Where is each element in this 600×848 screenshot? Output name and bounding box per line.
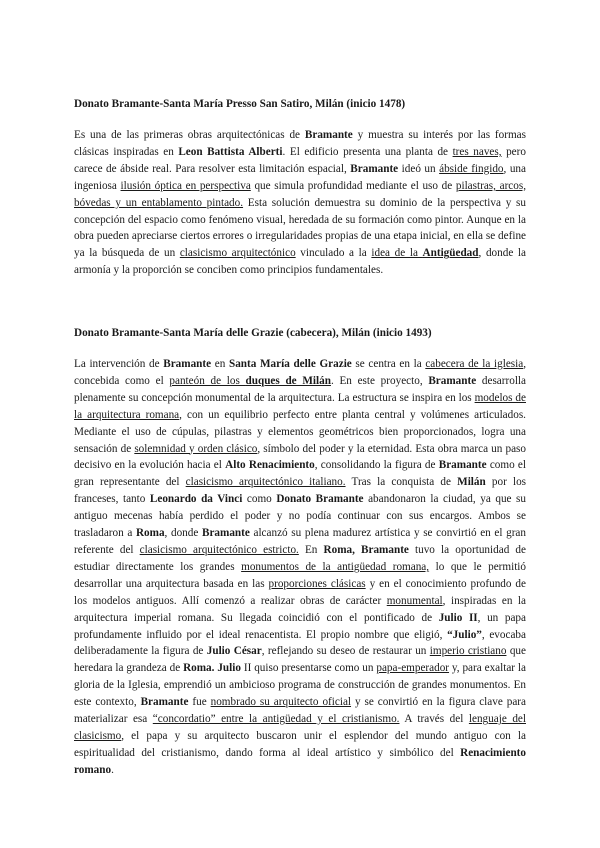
underlined-text: duques de Milán: [245, 374, 331, 387]
underlined-text: monumentos de la antigüedad romana,: [241, 560, 430, 573]
underlined-text: imperio cristiano: [429, 645, 507, 658]
text-run: , el papa y su arquitecto buscaron unir el esplendor del mundo antiguo con la espiritualidad del cristianismo, dando forma al ideal artístico y simbólico del: [74, 729, 526, 759]
underlined-text: ábside fingido: [439, 162, 504, 175]
bold-text: Bramante: [140, 696, 189, 709]
bold-text: Renacimiento romano: [74, 746, 526, 776]
text-run: y se convirtió en la figura clave para materializar esa: [74, 696, 526, 726]
text-run: que simula profundidad mediante el uso de: [250, 179, 456, 192]
text-run: se centra en la: [351, 358, 426, 370]
text-run: fue: [188, 696, 211, 709]
text-run: , símbolo del poder y la eternidad. Esta obra marca un paso decisivo en la evolución hacia el: [74, 442, 526, 472]
text-run: como: [242, 493, 277, 506]
underlined-text: proporciones clásicas: [268, 577, 366, 590]
underlined-text: papa-emperador: [376, 662, 450, 675]
text-run: tuvo la oportunidad de estudiar directamente los grandes: [74, 543, 526, 573]
text-run: , consolidando la figura de: [314, 459, 439, 472]
text-run: , un papa profundamente influido por el ideal renacentista. El propio nombre que eligió,: [74, 611, 526, 641]
text-run: ideó un: [398, 162, 440, 175]
text-run: La intervención de: [74, 358, 164, 370]
text-run: , reflejando su deseo de restaurar un: [261, 645, 430, 658]
text-run: II quiso presentarse como un: [240, 662, 377, 675]
underlined-text: clasicismo arquitectónico italiano.: [185, 476, 346, 489]
bold-text: Milán: [457, 476, 486, 489]
underlined-text: idea de la: [371, 247, 423, 260]
underlined-text: clasicismo arquitectónico: [179, 247, 296, 260]
text-run: pero carece de ábside real. Para resolver esta limitación espacial,: [74, 145, 526, 175]
bold-text: Roma: [135, 527, 165, 540]
bold-text: Donato Bramante: [276, 493, 364, 506]
text-run: En: [298, 543, 324, 556]
text-run: .: [111, 763, 114, 776]
bold-text: Santa María delle Grazie: [228, 358, 352, 370]
bold-text: Alto Renacimiento: [225, 459, 315, 472]
bold-text: Leon Battista Alberti: [178, 145, 283, 158]
text-run: lo que le permitió desarrollar una arquitectura basada en las: [74, 560, 527, 590]
text-run: que heredara la grandeza de: [74, 645, 526, 675]
text-run: , una ingeniosa: [74, 162, 526, 192]
text-run: , con un equilibrio perfecto entre planta central y volúmenes articulados. Mediante el uso de cúpulas, pilastras y elementos geométricos bien proporcionados, logra una sensación de: [74, 408, 526, 455]
underlined-text: clasicismo arquitectónico estricto.: [139, 543, 299, 556]
underlined-text: lenguaje del clasicismo: [74, 713, 526, 742]
text-run: , inspiradas en la arquitectura imperial romana. Su llegada coincidió con el pontificado de: [74, 594, 527, 624]
section2-paragraph: [74, 356, 526, 779]
bold-text: Leonardo da Vinci: [149, 493, 243, 506]
bold-text: Julio II: [438, 611, 478, 624]
text-run: vinculado a la: [295, 247, 372, 260]
text-run: Es una de las primeras obras arquitectónicas de: [74, 129, 305, 141]
text-run: y, para exaltar la gloria de la Iglesia, emprendió un ambicioso programa de construcción de grandes monumentos. En este contexto,: [74, 662, 526, 709]
bold-text: Bramante: [428, 374, 477, 387]
text-run: en: [211, 358, 229, 370]
text-run: como el gran representante del: [74, 459, 526, 489]
text-run: , concebida como el: [74, 358, 527, 387]
underlined-text: “concordatio” entre la antigüedad y el cristianismo.: [152, 713, 400, 726]
underlined-text: solemnidad y orden clásico: [134, 442, 258, 455]
bold-text: “Julio”: [447, 628, 482, 641]
bold-text: Bramante: [201, 527, 250, 540]
text-run: , donde la armonía y la proporción se conciben como principios fundamentales.: [74, 247, 526, 277]
underlined-text: panteón de los: [169, 374, 246, 387]
text-run: y muestra su interés por las formas clásicas inspiradas en: [74, 129, 526, 158]
text-run: por los franceses, tanto: [74, 476, 527, 506]
text-run: , donde: [164, 527, 202, 540]
text-run: y en el conocimiento profundo de los modelos antiguos. Allí comenzó a realizar obras de carácter: [74, 577, 526, 607]
bold-text: Julio César: [206, 645, 262, 658]
bold-text: Bramante: [304, 129, 353, 141]
section2-title: Donato Bramante-Santa María delle Grazie (cabecera), Milán (inicio 1493): [74, 327, 432, 339]
bold-text: Bramante: [163, 358, 212, 370]
bold-text: Bramante: [438, 459, 487, 472]
underlined-text: monumental: [386, 594, 443, 607]
text-run: Esta solución demuestra su dominio de la perspectiva y su concepción del espacio como fenómeno visual, heredada de su formación como pintor. Aunque en la obra pueden apreciarse ciertos errores o irregularidades propias de una etapa inicial, en ella se define ya la búsqueda de un: [74, 196, 526, 260]
text-run: abandonaron la ciudad, ya que su antiguo mecenas había perdido el poder y no podía continuar con sus encargos. Ambos se trasladaron a: [74, 493, 527, 540]
bold-text: Roma. Julio: [183, 662, 241, 675]
section1-paragraph: [74, 127, 526, 279]
text-run: alcanzó su plena madurez artística y se convirtió en el gran referente del: [74, 527, 526, 556]
text-run: Tras la conquista de: [345, 476, 458, 489]
bold-text: Bramante: [350, 162, 399, 175]
underlined-text: ilusión óptica en perspectiva: [120, 179, 251, 192]
underlined-text: nombrado su arquitecto oficial: [210, 696, 352, 709]
text-run: . El edificio presenta una planta de: [282, 145, 453, 158]
text-run: A través del: [399, 713, 469, 726]
underlined-text: tres naves,: [452, 145, 502, 158]
section1-title: Donato Bramante-Santa María Presso San Satiro, Milán (inicio 1478): [74, 98, 406, 110]
bold-text: Roma, Bramante: [323, 543, 409, 556]
underlined-text: cabecera de la iglesia: [425, 358, 524, 370]
text-run: desarrolla plenamente su concepción monumental de la arquitectura. La estructura se inspira en los: [74, 374, 526, 404]
underlined-text: modelos de la arquitectura romana: [74, 391, 526, 421]
underlined-text: pilastras, arcos, bóvedas y un entablamento pintado.: [74, 179, 527, 209]
text-run: , evocaba deliberadamente la figura de: [74, 628, 526, 658]
underlined-text: Antigüedad: [422, 247, 479, 260]
text-run: . En este proyecto,: [330, 374, 429, 387]
